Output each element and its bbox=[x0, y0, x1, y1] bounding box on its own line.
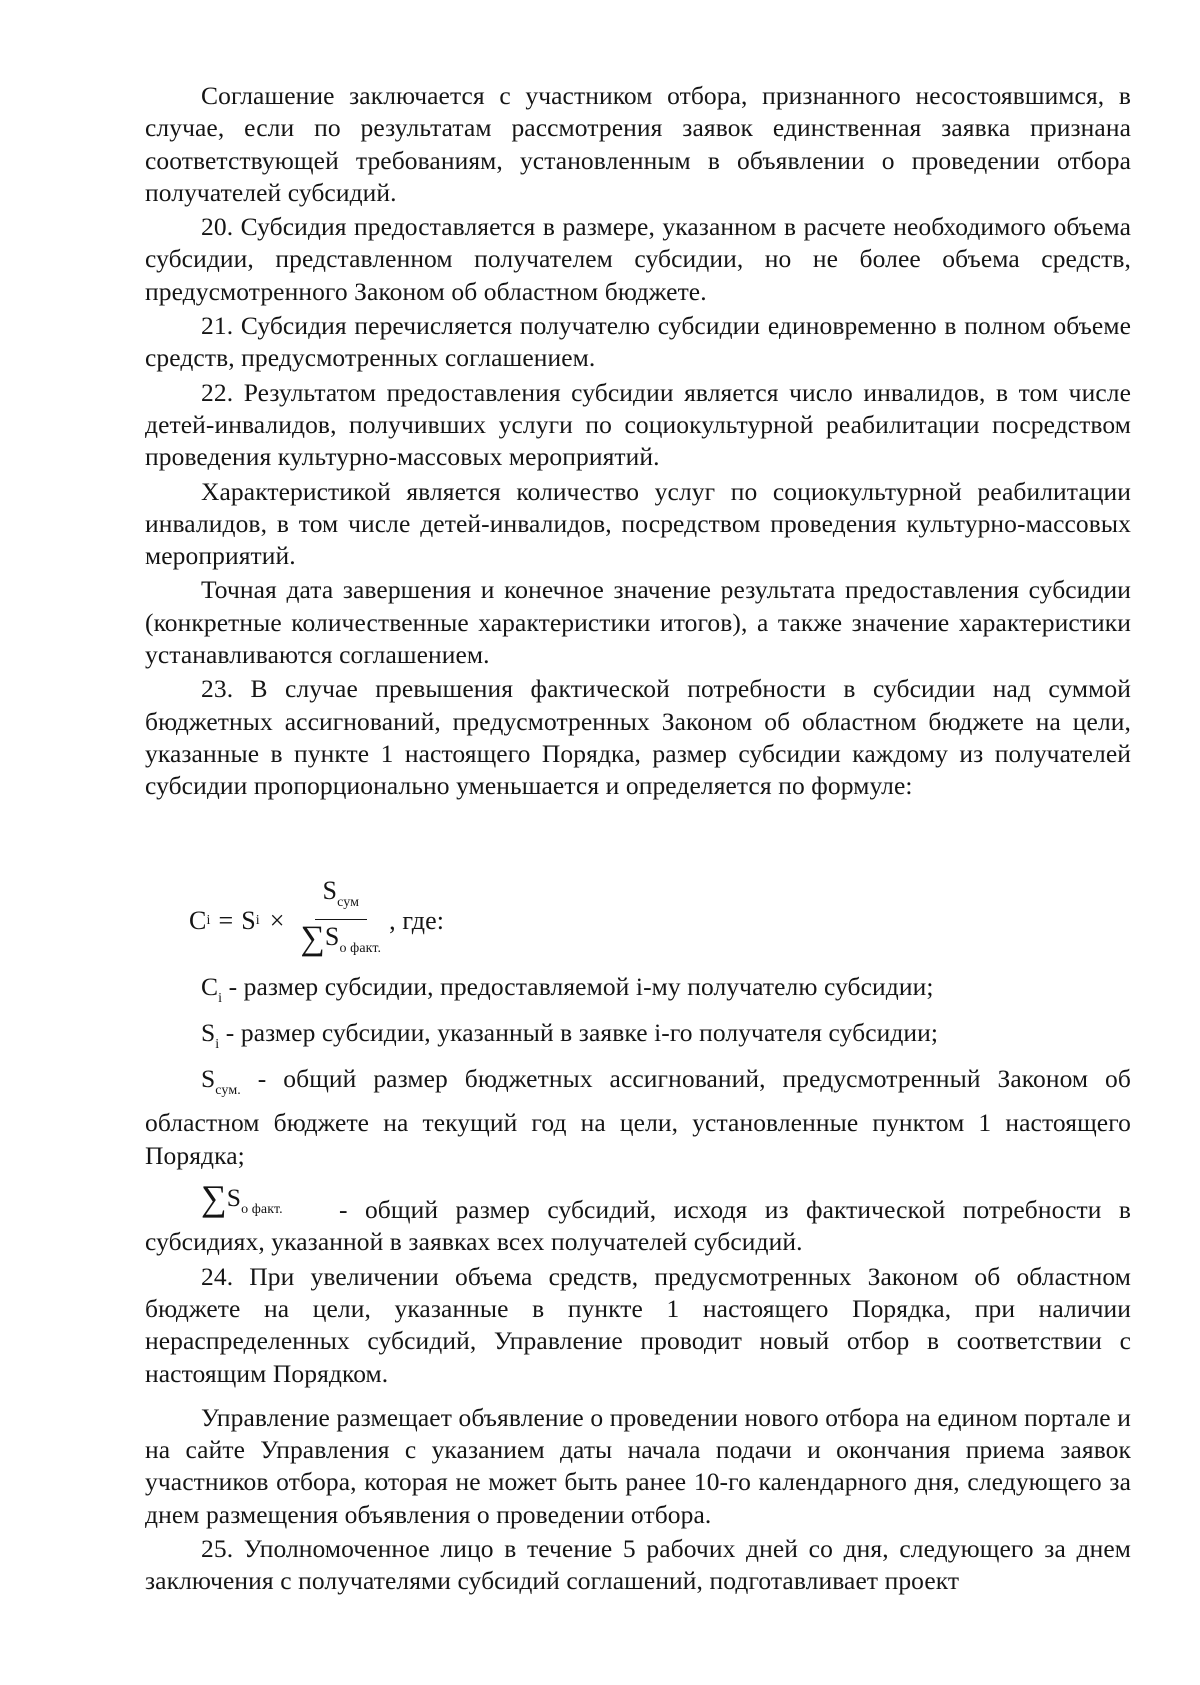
sigma-icon: ∑ bbox=[300, 919, 325, 957]
formula-times: × bbox=[269, 905, 285, 935]
sigma-icon: ∑ bbox=[201, 1178, 227, 1219]
paragraph-22: 22. Результатом предоставления субсидии является число инвалидов, в том числе детей-инвалидов, получивших услуги по социокультурной реабилитации посредством проведения культурно-массовых мероприятий. bbox=[145, 377, 1131, 472]
paragraph-23: 23. В случае превышения фактической потребности в субсидии над суммой бюджетных ассигнований, предусмотренных Законом об областном бюджете на цели, указанные в пункте 1 настоящего Порядка, размер субсидии каждому из получателей субсидии пропорционально уменьшается и определяется по формуле: bbox=[145, 674, 1131, 801]
formula-expression bbox=[189, 877, 444, 966]
formula-fraction bbox=[297, 877, 386, 966]
paragraph-25: 25. Уполномоченное лицо в течение 5 рабочих дней со дня, следующего за днем заключения с получателями субсидий соглашений, подготавливает проект bbox=[145, 1533, 1131, 1596]
paragraph-24-announcement: Управление размещает объявление о проведении нового отбора на едином портале и на сайте Управления с указанием даты начала подачи и окончания приема заявок участников отбора, которая не может быть ранее 10-го календарного дня, следующего за днем размещения объявления о проведении отбора. bbox=[145, 1402, 1131, 1529]
definition-ci: $C_i$ - размер субсидии, предоставляемой i-му получателю субсидии; bbox=[201, 971, 934, 1006]
formula-c-sub: i bbox=[206, 912, 211, 928]
document-body bbox=[145, 80, 1131, 1600]
definition-si: $S_i$ - размер субсидии, указанный в заявке i-го получателя субсидии; bbox=[201, 1017, 939, 1052]
formula-c: C bbox=[189, 905, 207, 935]
formula-s-sub: i bbox=[255, 912, 260, 928]
definition-sum: $\sum S_{о факт.}$ - общий размер субсидий, исходя из фактической потребности в субсидиях, указанной в заявках всех получателей субсидий. bbox=[145, 1178, 1131, 1257]
definition-ssum: $S_{сум.}$ - общий размер бюджетных ассигнований, предусмотренный Законом об областном бюджете на текущий год на цели, установленные пунктом 1 настоящего Порядка; bbox=[145, 1064, 1131, 1170]
formula-equals: = bbox=[218, 905, 234, 935]
paragraph-20: 20. Субсидия предоставляется в размере, указанном в расчете необходимого объема субсидии, представленном получателем субсидии, но не более объема средств, предусмотренного Законом об областном бюджете. bbox=[145, 212, 1131, 306]
formula-tail: , где: bbox=[389, 905, 445, 935]
formula-denominator: $\sum S_{о факт.}$ bbox=[300, 919, 382, 957]
paragraph-agreement: Соглашение заключается с участником отбора, признанного несостоявшимся, в случае, если по результатам рассмотрения заявок единственная заявка признана соответствующей требованиям, установленным в объявлении о проведении отбора получателей субсидий. bbox=[145, 81, 1131, 207]
formula-s: S bbox=[241, 905, 256, 935]
paragraph-22-date: Точная дата завершения и конечное значение результата предоставления субсидии (конкретные количественные характеристики итогов), а также значение характеристики устанавливаются соглашением. bbox=[145, 575, 1131, 670]
paragraph-22-characteristic: Характеристикой является количество услуг по социокультурной реабилитации инвалидов, в том числе детей-инвалидов, посредством проведения культурно-массовых мероприятий. bbox=[145, 476, 1131, 571]
paragraph-24: 24. При увеличении объема средств, предусмотренных Законом об областном бюджете на цели, указанные в пункте 1 настоящего Порядка, при наличии нераспределенных субсидий, Управление проводит новый отбор в соответствии с настоящим Порядком. bbox=[145, 1261, 1131, 1388]
formula-numerator: $S_{сум}$ bbox=[315, 877, 368, 920]
paragraph-21: 21. Субсидия перечисляется получателю субсидии единовременно в полном объеме средств, предусмотренных соглашением. bbox=[145, 311, 1131, 373]
formula-block bbox=[145, 807, 1131, 965]
